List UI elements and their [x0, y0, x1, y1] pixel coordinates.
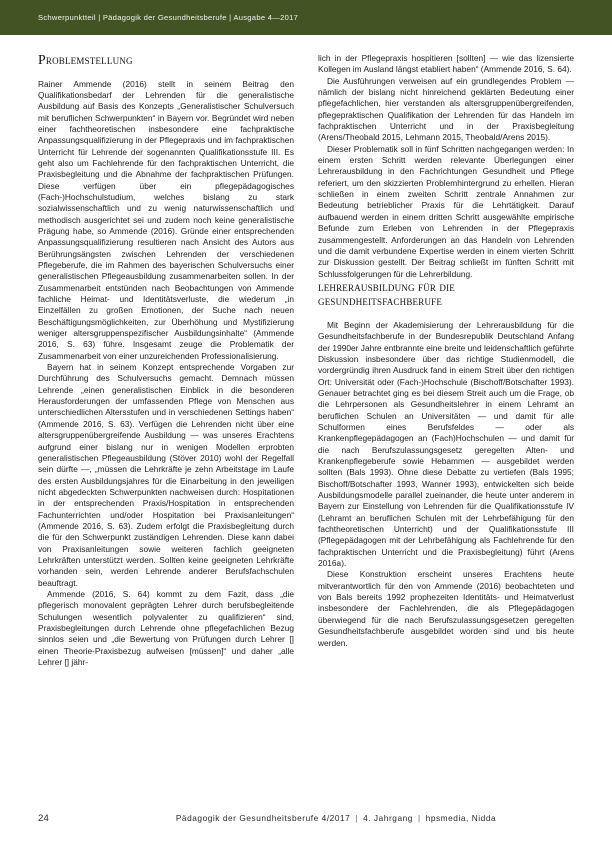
footer-row	[38, 813, 574, 824]
running-header-bar	[0, 0, 612, 35]
heading-problemstellung	[38, 53, 294, 68]
column-left	[38, 53, 294, 795]
page-body	[0, 35, 612, 859]
running-head-text: Schwerpunktteil | Pädagogik der Gesundheitsberufe | Ausgabe 4—2017	[38, 13, 299, 22]
paragraph-left-3: Ammende (2016, S. 64) kommt zu dem Fazit, dass „die pflegerisch monovalent geprägten Lehrer durch berufsbegleitende Schulungen wesentlich polyvalenter zu qualifizieren“ sind, Praxisbegleitungen durch Lehrende ohne pflegefachlichen Bezug sinnlos seien und „die Bewertung von Prüfungen durch Lehrer [] einen Theorie-Praxisbezug aufweisen [müssen]“ und daher „alle Lehrer [] jähr-	[38, 588, 294, 668]
footer-volume: 4. Jahrgang	[363, 813, 413, 823]
paragraph-right-5: Diese Konstruktion erscheint unseres Erachtens heute mitverantwortlich für den von Ammende (2016) beobachteten und von Bals bereits 1992 prophezeiten Identitäts- und Heimatverlust insbesondere der Fachlehrenden, die als Pflegepädagogen überwiegend für die nach Berufszulassungsgesetzen geregelten Gesundheitsfachberufe ausgebildet worden sind und bis heute werden.	[318, 569, 574, 648]
heading-lehrerausbildung	[318, 280, 574, 309]
page-number: 24	[38, 813, 50, 824]
footer-separator-2: |	[417, 813, 421, 823]
heading-initial: P	[38, 52, 46, 67]
heading-rest: roblemstellung	[45, 53, 133, 67]
column-right	[318, 53, 574, 795]
running-header-content	[38, 0, 298, 35]
footer-separator-1: |	[355, 813, 359, 823]
paragraph-left-1: Rainer Ammende (2016) stellt in seinem Beitrag den Qualifikationsbedarf der Lehrenden für die generalistische Ausbildung auf Basis des Konzepts „Generalistischer Schulversuch mit beruflichen Schwerpunkten“ in Bayern vor. Begründet wird neben einer fachtheoretischen insbesondere eine fachpraktische Anpassungsqualifizierung in der Pflegepraxis und im fachpraktischen Unterricht für Lehrende der sogenannten Qualifikationsstufe III. Es geht also um Fachlehrende für den fachpraktischen Unterricht, die Praxisbegleitung und die Abnahme der fachpraktischen Prüfungen. Diese verfügen über ein pflegepädagogisches (Fach-)Hochschulstudium, welches bislang zu stark sozialwissenschaftlich und zu wenig naturwissenschaftlich und methodisch ausgerichtet sei und zudem noch keine generalistische Prägung habe, so Ammende (2016). Gründe einer entsprechenden Anpassungsqualifizierung resultieren nach Ansicht des Autors aus Berührungsängsten zwischen Lehrenden der verschiedenen Pflegeberufe, die im Rahmen des bayerischen Schulversuchs einer generalistischen Pflegeausbildung zusammenarbeiten sollen. In der Zusammenarbeit entstünden nach Beobachtungen von Ammende fachliche Heimat- und Identitätsverluste, die wiederum „in Einzelfällen zu großen Emotionen, der Suche nach neuen Beschäftigungsmöglichkeiten, zur Überhöhung und Mystifizierung weniger altersgruppenspezifischer Ausbildungsinhalte“ (Ammende 2016, S. 63) führe. Insgesamt zeuge die Problematik der Zusammenarbeit von einer unzureichenden Professionalisierung.	[38, 78, 294, 361]
paragraph-right-4: Mit Beginn der Akademisierung der Lehrerausbildung für die Gesundheitsfachberufe in der Bundesrepublik Deutschland Anfang der 1990er Jahre entbrannte eine breite und leidenschaftlich geführte Diskussion insbesondere über das richtige Studienmodell, die vordergründig ihren Ausdruck fand in einem Streit über den richtigen Ort: Universität oder (Fach-)Hochschule (Bischoff/Botschafter 1993). Genauer betrachtet ging es bei diesem Streit auch um die Frage, ob die Lehrpersonen als Gesundheitslehrer in einem Lehramt an beruflichen Schulen an Universitäten — und damit für alle Schulformen eines Berufsfeldes — oder als Krankenpflegepädagogen an (Fach)Hochschulen — und damit für die nach Berufszulassungsgesetz geregelten Alten- und Krankenpflegeberufe sowie Hebammen — ausgebildet werden sollten (Bals 1993). Ohne diese Debatte zu vertiefen (Bals 1995; Bischoff/Botschafter 1993, Wanner 1993), entwickelten sich beide Ausbildungsmodelle parallel zueinander, die heute unter anderem in Bayern zur Einstellung von Lehrenden für die Qualifikationsstufe IV (Lehramt an beruflichen Schulen mit der Lehrbefähigung für den fachtheoretischen Unterricht) und der Qualifikationsstufe III (Pflegepädagogen mit der Lehrbefähigung als Fachlehrende für den fachpraktischen Unterricht und die Praxisbegleitung) führt (Arens 2016a).	[318, 319, 574, 569]
paragraph-right-1: lich in der Pflegepraxis hospitieren [sollten] — wie das lizensierte Kollegen im Ausland längst etabliert haben“ (Ammende 2016, S. 64).	[318, 53, 574, 75]
paragraph-right-2: Die Ausführungen verweisen auf ein grundlegendes Problem — nämlich der bislang nicht hinreichend geklärten Bedeutung einer pflegefachlichen, hier verstanden als altersgruppenübergreifenden, pflegepraktischen Qualifikation der Lehrenden für das Handeln im fachpraktischen Unterricht und in der Praxisbegleitung (Arens/Theobald 2015, Lehmann 2015, Theobald/Arens 2015).	[318, 75, 574, 143]
paragraph-left-2: Bayern hat in seinem Konzept entsprechende Vorgaben zur Durchführung des Schulversuchs gemacht. Demnach müssen Lehrende „einen generalistischen Einblick in die besonderen Herausforderungen der umfassenden Pflege von Menschen aus unterschiedlichen Altersstufen und in verschiedenen Settings haben“ (Ammende 2016, S. 63). Verfügen die Lehrenden nicht über eine altersgruppenübergreifende Ausbildung — was unseres Erachtens aufgrund einer bislang nur in wenigen Modellen erprobten generalistischen Pflegeausbildung (Stöver 2010) wohl der Regelfall sein dürfte —, „müssen die Lehrkräfte je zehn Arbeitstage im Laufe des ersten Ausbildungsjahres für die Einarbeitung in den jeweiligen nicht abgedeckten Schwerpunkten nachweisen durch: Hospitationen in der entsprechenden Praxis/Hospitation in entsprechenden Fachunterrichten und/oder Hospitation bei Praxisanleitungen“ (Ammende 2016, S. 63). Zudem erfolgt die Praxisbegleitung durch die für den Schwerpunkt zuständigen Lehrenden. Diese kann dabei von Praxisanleitungen sowie weiteren fachlich geeigneten Lehrkräften unterstützt werden. Sollten keine geeigneten Lehrkräfte vorhanden sein, werden Lehrende anderer Berufsfachschulen beauftragt.	[38, 362, 294, 588]
footer-journal-title: Pädagogik der Gesundheitsberufe 4/2017	[175, 813, 351, 823]
two-column-layout	[38, 53, 574, 795]
footer-publisher: hpsmedia, Nidda	[425, 813, 497, 823]
heading-line-1: lehrerausbildung für die	[318, 279, 456, 294]
paragraph-right-3: Dieser Problematik soll in fünf Schritten nachgegangen werden: In einem ersten Schritt werden relevante Überlegungen einer Lehrerausbildung in den Fachrichtungen Gesundheit und Pflege referiert, um den skizzierten Problemhintergrund zu erhellen. Hieran schließen in einem zweiten Schritt zentrale Annahmen zur Bedeutung betrieblicher Praxis für die Lehrtätigkeit. Darauf aufbauend werden in einem dritten Schritt ausgewählte empirische Befunde zum Erleben von Lehrenden in der Pflegepraxis zusammengestellt. Anforderungen an das Handeln von Lehrenden und die damit verbundene Expertise werden in einem vierten Schritt zur Diskussion gestellt. Der Beitrag schließt im fünften Schritt mit Schlussfolgerungen für die Lehrerbildung.	[318, 143, 574, 279]
page-footer	[0, 799, 612, 859]
heading-line-2: gesundheitsfachberufe	[318, 294, 443, 309]
footer-citation-line	[98, 813, 574, 823]
